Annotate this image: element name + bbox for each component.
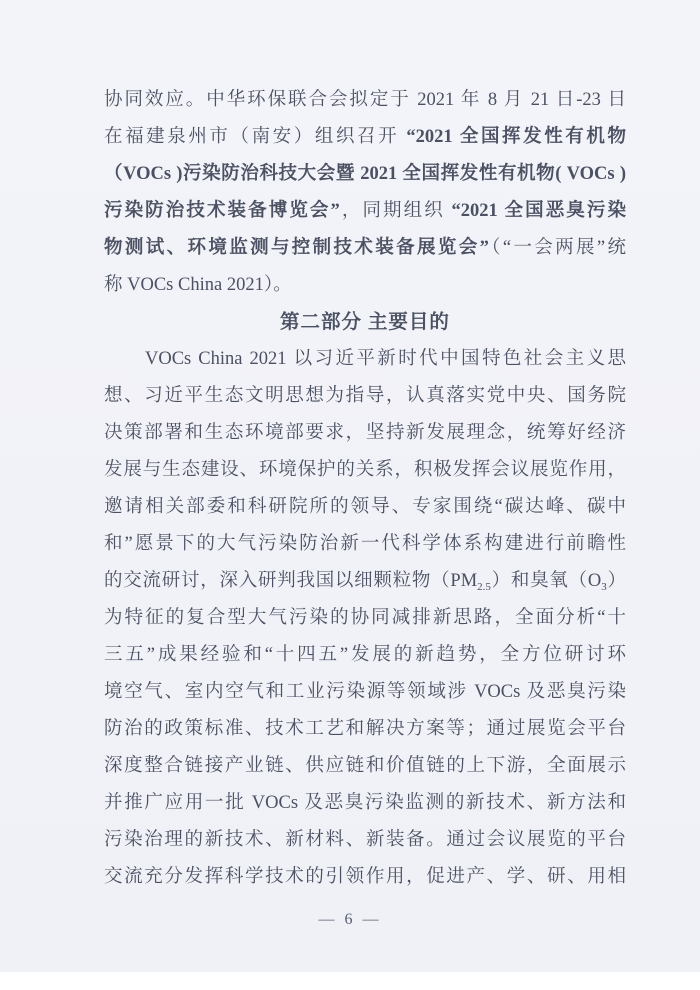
text-segment: 交流充分发挥科学技术的引领作用，促进产、学、研、用相 [104, 867, 626, 887]
section-heading: 第二部分 主要目的 [280, 312, 450, 333]
text-segment: 的交流研讨，深入研判我国以细颗粒物（PM [104, 571, 478, 591]
text-line [104, 674, 626, 711]
paragraph-intro [104, 82, 626, 304]
text-segment: 防治的政策标准、技术工艺和解决方案等；通过展览会平台 [104, 719, 626, 739]
text-line [104, 489, 626, 526]
text-line [104, 341, 626, 378]
text-segment: 并推广应用一批 VOCs 及恶臭污染监测的新技术、新方法和 [104, 793, 626, 813]
subscript-text: 3 [601, 581, 607, 593]
text-block [104, 82, 626, 896]
text-line [104, 452, 626, 489]
text-line [104, 415, 626, 452]
text-segment: （“一会两展”统 [488, 238, 626, 258]
text-line [104, 193, 626, 230]
text-segment: “2021 全国挥发性有机物 [406, 127, 626, 147]
text-line [104, 637, 626, 674]
subscript-text: 2.5 [477, 581, 491, 593]
text-line [104, 859, 626, 896]
text-segment: （VOCs )污染防治科技大会暨 2021 全国挥发性有机物( VOCs ) [104, 164, 626, 184]
paragraph-purpose [104, 341, 626, 896]
text-segment: 想、习近平生态文明思想为指导，认真落实党中央、国务院 [104, 386, 626, 406]
text-line [104, 748, 626, 785]
text-segment: 深度整合链接产业链、供应链和价值链的上下游，全面展示 [104, 756, 626, 776]
text-segment: ，同期组织 [339, 201, 452, 221]
text-line [104, 526, 626, 563]
text-segment: 污染治理的新技术、新材料、新装备。通过会议展览的平台 [104, 830, 626, 850]
text-line [104, 822, 626, 859]
text-line [104, 785, 626, 822]
text-segment: ） [606, 571, 626, 591]
page-number: — 6 — [318, 911, 382, 928]
text-segment: 和”愿景下的大气污染防治新一代科学体系构建进行前瞻性 [104, 534, 626, 554]
text-segment: 决策部署和生态环境部要求，坚持新发展理念，统筹好经济 [104, 423, 626, 443]
text-line [104, 563, 626, 600]
text-segment: 三五”成果经验和“十四五”发展的新趋势，全方位研讨环 [104, 645, 626, 665]
text-line [104, 82, 626, 119]
text-line [104, 378, 626, 415]
text-line [104, 119, 626, 156]
text-segment: 邀请相关部委和科研院所的领导、专家围绕“碳达峰、碳中 [104, 497, 626, 517]
text-segment: 在福建泉州市（南安）组织召开 [104, 127, 407, 147]
text-segment: 物测试、环境监测与控制技术装备展览会” [104, 238, 489, 258]
text-line [104, 267, 626, 304]
text-segment: 协同效应。中华环保联合会拟定于 2021 年 8 月 21 日-23 日 [104, 90, 626, 110]
text-segment: “2021 全国恶臭污染 [451, 201, 626, 221]
text-segment: 境空气、室内空气和工业污染源等领域涉 VOCs 及恶臭污染 [104, 682, 626, 702]
text-segment: VOCs China 2021 以习近平新时代中国特色社会主义思 [145, 349, 626, 369]
text-line [104, 230, 626, 267]
text-segment: 为特征的复合型大气污染的协同减排新思路，全面分析“十 [104, 608, 626, 628]
text-line [104, 600, 626, 637]
text-line [104, 711, 626, 748]
text-segment: ）和臭氧（O [490, 571, 602, 591]
text-segment: 发展与生态建设、环境保护的关系，积极发挥会议展览作用， [104, 460, 626, 480]
text-segment: 污染防治技术装备博览会” [104, 201, 340, 221]
text-line [104, 156, 626, 193]
text-segment: 称 VOCs China 2021）。 [104, 275, 292, 295]
